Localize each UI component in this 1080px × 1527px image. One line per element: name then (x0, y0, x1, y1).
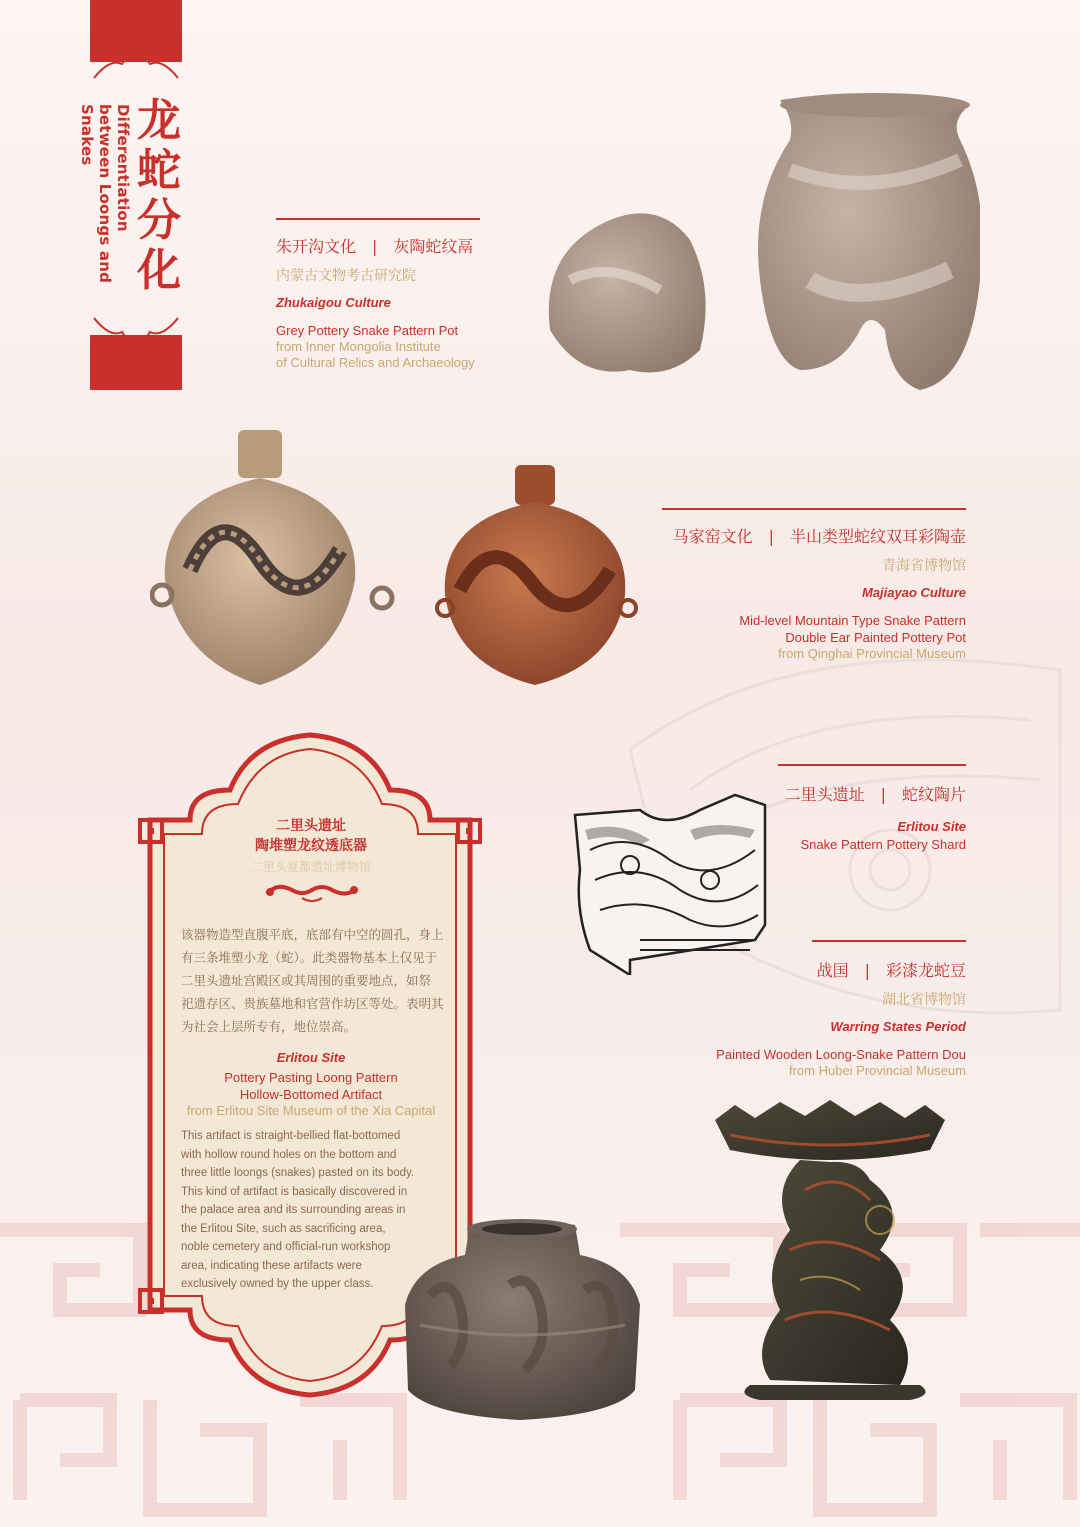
exhibit-name: Grey Pottery Snake Pattern Pot (276, 323, 459, 338)
divider-rule (662, 508, 966, 510)
page-title-en: Differentiation between Loongs and Snakes (78, 104, 132, 284)
exhibit-cn-title: 二里头遗址 | 蛇纹陶片 (784, 785, 966, 804)
feature-from: from Erlitou Site Museum of the Xia Capital (186, 1103, 436, 1118)
divider-rule (276, 218, 480, 220)
exhibit-cn-title: 朱开沟文化 | 灰陶蛇纹鬲 (276, 237, 474, 256)
exhibit-from: from Inner Mongolia Institute (276, 339, 441, 354)
body-line: three little loongs (snakes) pasted on its body. (181, 1167, 415, 1179)
lacquer-dou-photo (710, 1100, 950, 1400)
body-line: 有三条堆塑小龙（蛇）。此类器物基本上仅见于 (181, 950, 438, 965)
body-line: This kind of artifact is basically discovered in (181, 1185, 408, 1198)
feature-name: Pottery Pasting Loong Pattern (224, 1070, 398, 1085)
exhibit-culture: Erlitou Site (897, 819, 966, 834)
body-line: 该器物造型直腹平底，底部有中空的圆孔，身上 (181, 927, 444, 942)
body-line: noble cemetery and official-run workshop (181, 1241, 391, 1253)
exhibit-from: of Cultural Relics and Archaeology (276, 355, 475, 370)
exhibit-cn-museum: 青海省博物馆 (882, 558, 966, 574)
exhibit-from: from Qinghai Provincial Museum (778, 646, 966, 661)
exhibit-majiayao (600, 524, 966, 662)
exhibit-cn-museum: 内蒙古文物考古研究院 (276, 268, 416, 284)
feature-cn-title-2: 陶堆塑龙纹透底器 (255, 838, 367, 854)
body-line: the Erlitou Site, such as sacrificing area, (181, 1222, 386, 1235)
feature-header (176, 816, 446, 875)
feature-name: Hollow-Bottomed Artifact (239, 1087, 383, 1102)
exhibit-name: Double Ear Painted Pottery Pot (785, 630, 966, 645)
exhibit-zhukaigou (276, 234, 516, 371)
body-line: exclusively owned by the upper class. (181, 1278, 374, 1290)
exhibit-name: Mid-level Mountain Type Snake Pattern (739, 613, 966, 628)
loong-ornament-icon (262, 880, 362, 904)
exhibit-name: Snake Pattern Pottery Shard (800, 837, 966, 852)
exhibit-cn-title: 马家窑文化 | 半山类型蛇纹双耳彩陶壶 (672, 527, 966, 546)
majiayao-pots-photo (150, 420, 650, 695)
body-line: area, indicating these artifacts were (181, 1259, 362, 1272)
grey-pottery-li-photo (540, 80, 980, 400)
body-line: 为社会上层所专有，地位崇高。 (181, 1019, 357, 1034)
exhibit-from: from Hubei Provincial Museum (788, 1063, 966, 1078)
exhibit-culture: Majiayao Culture (861, 585, 966, 600)
body-line: This artifact is straight-bellied flat-bottomed (181, 1130, 401, 1142)
feature-culture: Erlitou Site (276, 1050, 346, 1065)
feature-cn-title-1: 二里头遗址 (276, 818, 346, 834)
exhibit-culture: Zhukaigou Culture (276, 295, 391, 310)
erlitou-artifact-photo (400, 1215, 645, 1420)
body-line: 二里头遗址宫殿区或其周围的重要地点，如祭 (181, 973, 432, 988)
exhibit-cn-title: 战国 | 彩漆龙蛇豆 (816, 961, 966, 980)
body-line: 祀遗存区、贵族墓地和官营作坊区等处。表明其 (181, 996, 444, 1011)
pottery-shard-drawing (570, 790, 775, 975)
divider-rule (812, 940, 966, 942)
divider-rule (778, 764, 966, 766)
body-line: with hollow round holes on the bottom and (181, 1148, 397, 1161)
exhibit-cn-museum: 湖北省博物馆 (882, 992, 966, 1008)
feature-cn-museum: 二里头夏都遗址博物馆 (250, 860, 371, 874)
exhibit-name: Painted Wooden Loong-Snake Pattern Dou (716, 1047, 966, 1062)
page-title-cn: 龙蛇分化 (137, 95, 181, 296)
body-line: the palace area and its surrounding areas in (181, 1204, 406, 1216)
feature-cn-body (181, 923, 449, 1038)
feature-en-header (176, 1050, 446, 1119)
exhibit-warring-states (640, 958, 966, 1079)
exhibit-culture: Warring States Period (830, 1019, 966, 1034)
